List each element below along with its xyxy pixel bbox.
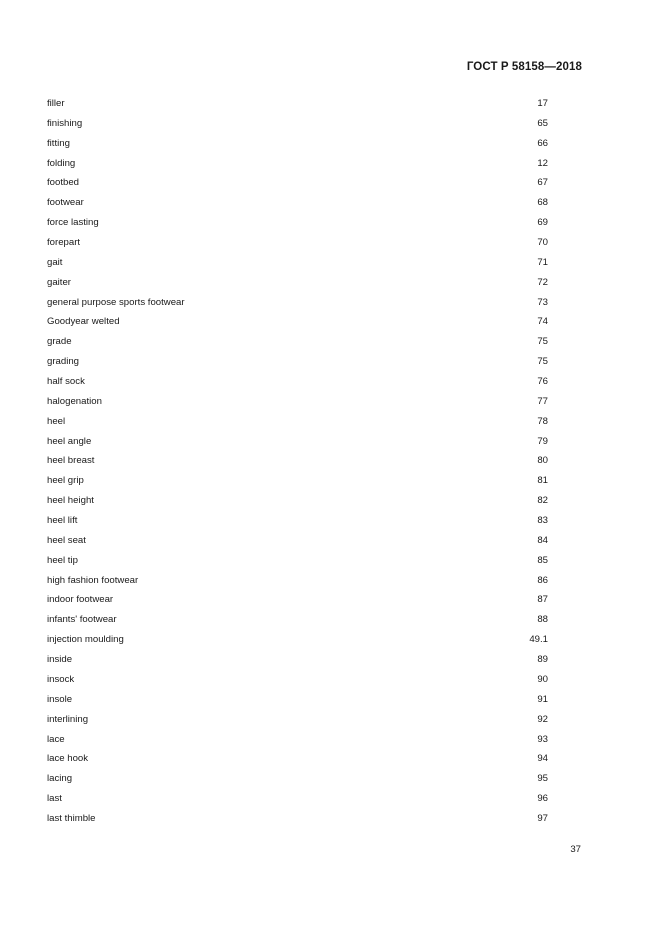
index-term: forepart [47,237,81,249]
index-term: last thimble [47,812,96,824]
index-row [47,154,550,174]
index-ref-number: 73 [537,296,548,308]
index-row [47,134,550,154]
index-term: heel seat [47,534,86,546]
index-ref-number: 84 [537,534,548,546]
index-term: high fashion footwear [47,574,139,586]
index-ref-number: 81 [537,475,548,487]
index-ref-number: 90 [537,673,548,685]
index-term: gaiter [47,276,71,288]
index-row [47,412,550,432]
document-code-header: ГОСТ Р 58158—2018 [466,61,582,73]
index-row [47,233,550,253]
index-ref-number: 96 [537,793,548,805]
index-term: last [47,793,62,805]
index-ref-number: 67 [537,177,548,189]
index-ref-number: 88 [537,614,548,626]
index-row [47,213,550,233]
index-ref-number: 70 [537,237,548,249]
index-term: general purpose sports footwear [47,296,185,308]
index-ref-number: 79 [537,435,548,447]
index-row [47,491,550,511]
index-ref-number: 71 [537,256,548,268]
index-row [47,253,550,273]
index-ref-number: 77 [537,395,548,407]
index-term: gait [47,256,63,268]
index-term: half sock [47,376,85,388]
index-term: insock [47,673,75,685]
index-term: halogenation [47,395,102,407]
index-ref-number: 75 [537,356,548,368]
index-row [47,94,550,114]
index-ref-number: 91 [537,693,548,705]
index-row [47,471,550,491]
index-row [47,610,550,630]
index-ref-number: 72 [537,276,548,288]
index-row [47,531,550,551]
page-number: 37 [570,844,581,855]
index-row [47,670,550,690]
index-row [47,332,550,352]
alphabetical-index-list [47,94,550,829]
index-term: lace hook [47,753,89,765]
index-ref-number: 12 [537,157,548,169]
index-ref-number: 83 [537,515,548,527]
index-term: lacing [47,773,73,785]
index-term: heel breast [47,455,95,467]
index-row [47,193,550,213]
index-term: grading [47,356,80,368]
index-ref-number: 66 [537,137,548,149]
index-term: heel grip [47,475,84,487]
index-row [47,511,550,531]
index-term: infants' footwear [47,614,117,626]
index-row [47,650,550,670]
index-term: footwear [47,197,84,209]
index-ref-number: 17 [537,98,548,109]
index-ref-number: 69 [537,217,548,229]
index-term: heel angle [47,435,92,447]
index-row [47,372,550,392]
index-ref-number: 76 [537,376,548,388]
index-term: heel lift [47,515,78,527]
index-ref-number: 65 [537,117,548,129]
index-ref-number: 93 [537,733,548,745]
index-ref-number: 75 [537,336,548,348]
index-term: force lasting [47,217,99,229]
index-term: filler [47,98,65,109]
index-term: grade [47,336,72,348]
index-row [47,293,550,313]
index-term: finishing [47,117,83,129]
index-ref-number: 80 [537,455,548,467]
index-ref-number: 97 [537,812,548,824]
index-row [47,114,550,134]
index-ref-number: 87 [537,594,548,606]
index-term: heel tip [47,554,78,566]
index-term: indoor footwear [47,594,114,606]
index-row [47,590,550,610]
index-row [47,173,550,193]
index-row [47,432,550,452]
index-row [47,312,550,332]
index-row [47,451,550,471]
index-ref-number: 78 [537,415,548,427]
index-row [47,571,550,591]
index-row [47,809,550,829]
index-ref-number: 92 [537,713,548,725]
index-ref-number: 94 [537,753,548,765]
index-row [47,392,550,412]
index-term: Goodyear welted [47,316,120,328]
index-row [47,730,550,750]
index-row [47,749,550,769]
index-row [47,690,550,710]
index-ref-number: 74 [537,316,548,328]
index-term: heel height [47,495,94,507]
index-term: insole [47,693,73,705]
index-term: lace [47,733,65,745]
index-ref-number: 49.1 [529,634,548,646]
index-term: footbed [47,177,80,189]
index-term: folding [47,157,76,169]
index-term: inside [47,654,73,666]
index-row [47,769,550,789]
index-ref-number: 85 [537,554,548,566]
index-ref-number: 68 [537,197,548,209]
index-ref-number: 95 [537,773,548,785]
index-row [47,352,550,372]
index-row [47,789,550,809]
index-term: heel [47,415,66,427]
index-term: interlining [47,713,89,725]
index-row [47,710,550,730]
index-row [47,273,550,293]
index-row [47,551,550,571]
index-term: fitting [47,137,70,149]
index-row [47,630,550,650]
index-term: injection moulding [47,634,124,646]
index-ref-number: 89 [537,654,548,666]
index-ref-number: 82 [537,495,548,507]
index-ref-number: 86 [537,574,548,586]
